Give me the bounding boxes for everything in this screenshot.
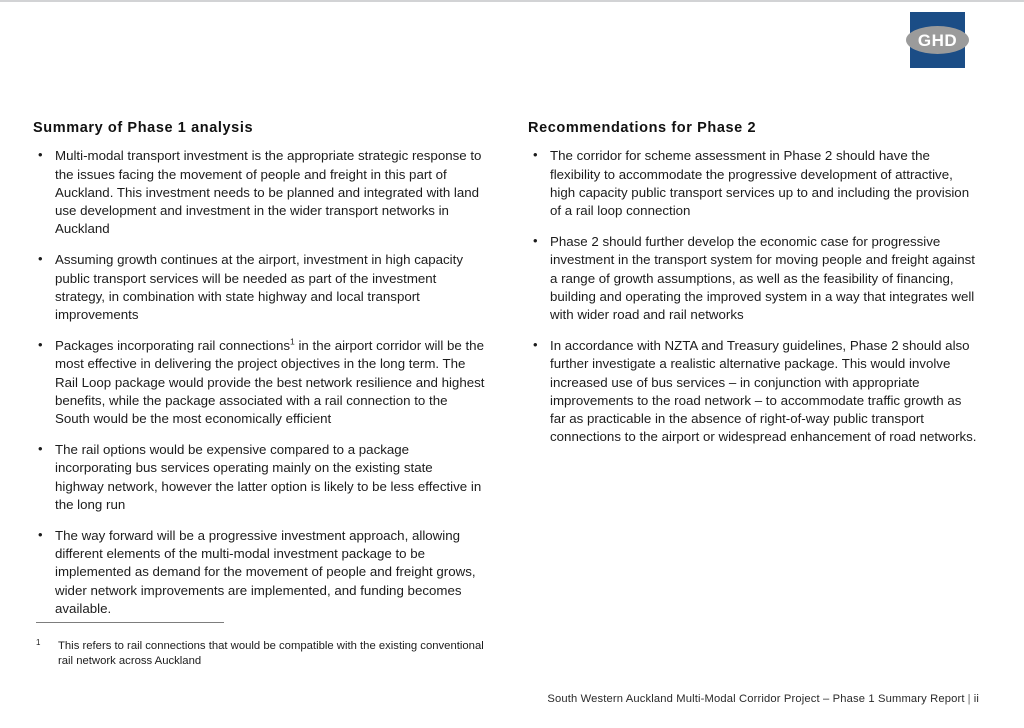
left-column-heading: Summary of Phase 1 analysis [33,120,254,136]
list-item-text-part1: Packages incorporating rail connections [55,338,291,354]
list-item: • Assuming growth continues at the airport, investment in high capacity public transport services will be needed as part of the investment strategy, in combination with state highway and local transport improvements [33,251,485,324]
right-column [528,120,980,446]
footer-document-title: South Western Auckland Multi-Modal Corridor Project – Phase 1 Summary Report [547,693,965,705]
list-item: • The rail options would be expensive compared to a package incorporating bus services operating mainly on the existing state highway network, however the latter option is likely to be less effective in the long run [33,441,485,514]
footer-page-number: ii [973,693,979,705]
footnote-reference-marker: 1 [290,336,295,347]
logo-ellipse-shape [906,26,969,54]
list-item: • Multi-modal transport investment is the appropriate strategic response to the issues facing the movement of people and freight in this part of Auckland. This investment needs to be planned and integrated with land use development and investment in the wider transport networks in Auckland [33,147,485,238]
footnote-marker: 1 [36,638,41,647]
list-item: • The corridor for scheme assessment in Phase 2 should have the flexibility to accommodate the progressive development of attractive, high capacity public transport services up to and including the provision of a rail loop connection [528,147,980,220]
page-footer [0,693,1024,705]
list-item [33,337,485,428]
list-item: • In accordance with NZTA and Treasury guidelines, Phase 2 should also further investigate a realistic alternative package. This would involve increased use of bus services – in conjunction with appropriate improvements to the road network – to accommodate traffic growth as far as practicable in the absence of right-of-way public transport connections to the airport or widespread enhancement of road networks. [528,337,980,446]
page-top-rule [0,0,1024,2]
recommendations-bullet-list [528,147,980,446]
list-item-text-part2: in the airport corridor will be the most effective in delivering the project objectives in the long term. The Rail Loop package would provide the best network resilience and highest benefits, while the package associated with a rail connection to the South would be the most economically efficient [55,338,485,427]
left-column [33,120,485,618]
footnote-item [36,639,496,668]
footnote-section [36,622,496,668]
logo-text: GHD [917,30,958,50]
footnote-text: This refers to rail connections that would be compatible with the existing conventional rail network across Auckland [58,640,484,667]
footer-separator: | [967,693,971,705]
right-column-heading: Recommendations for Phase 2 [528,120,757,136]
summary-bullet-list [33,147,485,618]
list-item: • The way forward will be a progressive investment approach, allowing different elements of the multi-modal investment package to be implemented as demand for the movement of people and freight grows, wider network improvements are implemented, and funding becomes available. [33,527,485,618]
list-item: • Phase 2 should further develop the economic case for progressive investment in the transport system for moving people and freight against a range of growth assumptions, as well as the feasibility of financing, building and operating the improved system in a way that integrates well with wider road and rail networks [528,233,980,324]
footnote-separator-rule [36,622,224,623]
ghd-logo [910,12,965,68]
